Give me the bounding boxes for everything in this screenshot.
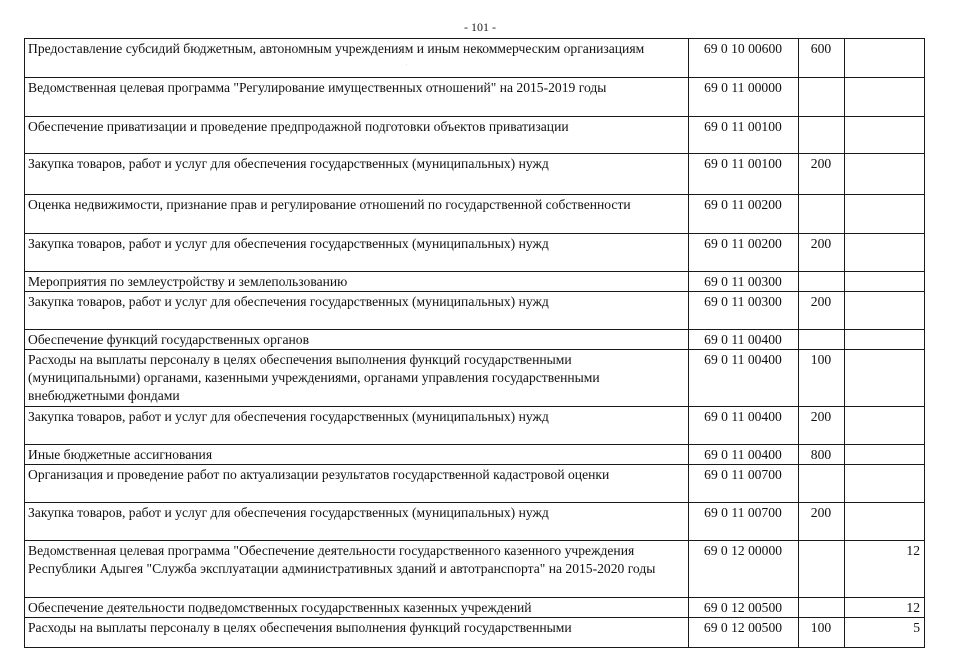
row-description: Обеспечение деятельности подведомственных государственных казенных учреждений	[25, 598, 689, 618]
row-target-article-code: 69 0 11 00000	[689, 78, 799, 117]
row-description: Закупка товаров, работ и услуг для обеспечения государственных (муниципальных) нужд	[25, 292, 689, 330]
row-description: Закупка товаров, работ и услуг для обеспечения государственных (муниципальных) нужд	[25, 503, 689, 541]
row-amount	[845, 330, 925, 350]
table-row	[25, 350, 925, 407]
row-expense-type-code	[799, 117, 845, 154]
table-row	[25, 330, 925, 350]
row-target-article-code: 69 0 11 00400	[689, 330, 799, 350]
row-expense-type-code: 100	[799, 350, 845, 407]
row-target-article-code: 69 0 11 00200	[689, 195, 799, 234]
row-amount	[845, 195, 925, 234]
row-target-article-code: 69 0 11 00700	[689, 503, 799, 541]
row-target-article-code: 69 0 11 00100	[689, 117, 799, 154]
row-target-article-code: 69 0 11 00400	[689, 445, 799, 465]
row-description: Расходы на выплаты персоналу в целях обеспечения выполнения функций государственными	[25, 618, 689, 648]
row-target-article-code: 69 0 12 00500	[689, 598, 799, 618]
row-description: Мероприятия по землеустройству и землепользованию	[25, 272, 689, 292]
row-description: Ведомственная целевая программа "Регулирование имущественных отношений" на 2015-2019 годы	[25, 78, 689, 117]
row-expense-type-code	[799, 272, 845, 292]
row-amount: 12	[845, 598, 925, 618]
row-amount	[845, 78, 925, 117]
row-description: Обеспечение функций государственных органов	[25, 330, 689, 350]
row-expense-type-code: 200	[799, 154, 845, 195]
page-number: - 101 -	[464, 20, 496, 34]
table-row	[25, 154, 925, 195]
row-target-article-code: 69 0 11 00200	[689, 234, 799, 272]
budget-table	[24, 38, 925, 648]
row-target-article-code: 69 0 10 00600	[689, 39, 799, 78]
row-amount	[845, 234, 925, 272]
row-expense-type-code: 200	[799, 503, 845, 541]
row-amount	[845, 445, 925, 465]
row-description: Расходы на выплаты персоналу в целях обеспечения выполнения функций государственными (муниципальными) органами, казенными учреждениями, органами управления государственными внебюджетными фондами	[25, 350, 689, 407]
row-amount	[845, 407, 925, 445]
row-expense-type-code: 200	[799, 292, 845, 330]
row-target-article-code: 69 0 11 00300	[689, 292, 799, 330]
row-description: Предоставление субсидий бюджетным, автономным учреждениям и иным некоммерческим организациям	[25, 39, 689, 78]
table-row	[25, 465, 925, 503]
table-row	[25, 292, 925, 330]
table-row	[25, 39, 925, 78]
row-description: Оценка недвижимости, признание прав и регулирование отношений по государственной собственности	[25, 195, 689, 234]
row-target-article-code: 69 0 11 00300	[689, 272, 799, 292]
row-expense-type-code: 200	[799, 407, 845, 445]
table-row	[25, 195, 925, 234]
row-description: Ведомственная целевая программа "Обеспечение деятельности государственного казенного учреждения Республики Адыгея "Служба эксплуатации административных зданий и автотранспорта" на 2015-2020 годы	[25, 541, 689, 598]
row-target-article-code: 69 0 11 00100	[689, 154, 799, 195]
row-description: Организация и проведение работ по актуализации результатов государственной кадастровой оценки	[25, 465, 689, 503]
row-expense-type-code: 100	[799, 618, 845, 648]
table-row	[25, 445, 925, 465]
row-description: Закупка товаров, работ и услуг для обеспечения государственных (муниципальных) нужд	[25, 234, 689, 272]
row-target-article-code: 69 0 12 00500	[689, 618, 799, 648]
row-target-article-code: 69 0 12 00000	[689, 541, 799, 598]
row-amount	[845, 39, 925, 78]
row-expense-type-code	[799, 465, 845, 503]
table-row	[25, 407, 925, 445]
table-row	[25, 618, 925, 648]
row-amount	[845, 117, 925, 154]
row-description: Обеспечение приватизации и проведение предпродажной подготовки объектов приватизации	[25, 117, 689, 154]
row-expense-type-code	[799, 195, 845, 234]
row-target-article-code: 69 0 11 00700	[689, 465, 799, 503]
budget-table-body	[25, 39, 925, 648]
table-row	[25, 541, 925, 598]
row-expense-type-code: 800	[799, 445, 845, 465]
row-amount	[845, 292, 925, 330]
table-row	[25, 598, 925, 618]
row-amount	[845, 503, 925, 541]
row-description: Иные бюджетные ассигнования	[25, 445, 689, 465]
row-expense-type-code: 200	[799, 234, 845, 272]
row-amount	[845, 350, 925, 407]
table-row	[25, 117, 925, 154]
row-amount	[845, 154, 925, 195]
row-target-article-code: 69 0 11 00400	[689, 407, 799, 445]
table-row	[25, 78, 925, 117]
row-expense-type-code	[799, 78, 845, 117]
row-expense-type-code	[799, 598, 845, 618]
row-amount	[845, 272, 925, 292]
table-row	[25, 272, 925, 292]
row-description: Закупка товаров, работ и услуг для обеспечения государственных (муниципальных) нужд	[25, 154, 689, 195]
row-expense-type-code	[799, 541, 845, 598]
row-target-article-code: 69 0 11 00400	[689, 350, 799, 407]
row-description: Закупка товаров, работ и услуг для обеспечения государственных (муниципальных) нужд	[25, 407, 689, 445]
table-row	[25, 234, 925, 272]
row-expense-type-code	[799, 330, 845, 350]
row-expense-type-code: 600	[799, 39, 845, 78]
row-amount: 5	[845, 618, 925, 648]
row-amount	[845, 465, 925, 503]
table-row	[25, 503, 925, 541]
scan-artifact: ·	[405, 60, 409, 70]
row-amount: 12	[845, 541, 925, 598]
